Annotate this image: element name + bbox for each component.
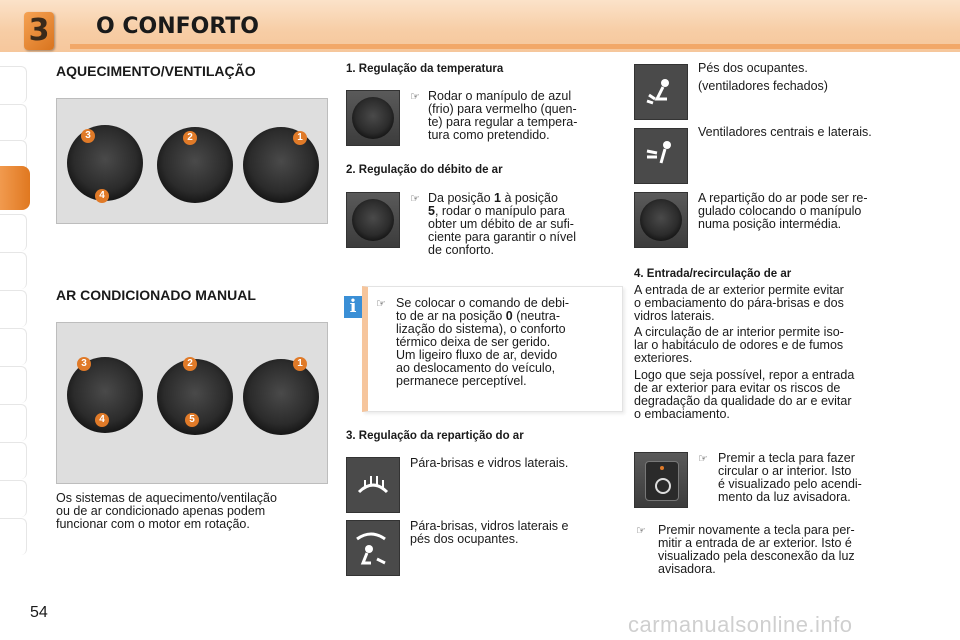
text-line: ou de ar condicionado apenas podem <box>56 504 266 518</box>
callout-badge: 2 <box>183 131 197 145</box>
text-line: pés dos ocupantes. <box>410 532 519 546</box>
watermark: carmanualsonline.info <box>628 612 853 637</box>
warning-lamp <box>660 466 664 470</box>
text-line: gulado colocando o manípulo <box>698 204 862 218</box>
feet-vent-icon <box>634 64 688 120</box>
text-line: A entrada de ar exterior permite evitar <box>634 283 844 297</box>
feet-text: Pés dos ocupantes. <box>698 61 808 75</box>
text-line: mento da luz avisadora. <box>718 490 851 504</box>
pointing-hand-icon: ☞ <box>698 452 708 465</box>
text-line: to de ar na posição 0 (neutra- <box>396 309 560 323</box>
callout-badge: 2 <box>183 357 197 371</box>
chapter-number: 3 <box>24 12 54 50</box>
info-icon: i <box>344 296 362 318</box>
text-line: mitir a entrada de ar exterior. Isto é <box>658 536 852 550</box>
pointing-hand-icon: ☞ <box>410 90 420 103</box>
side-tab[interactable] <box>0 66 27 103</box>
side-tab[interactable] <box>0 366 27 403</box>
text-line: 5, rodar o manípulo para <box>428 204 565 218</box>
info-text <box>396 297 612 388</box>
press-again-text <box>658 524 904 576</box>
callout-badge: 3 <box>77 357 91 371</box>
distribution-knob-thumbnail <box>634 192 688 248</box>
text-line: Rodar o manípulo de azul <box>428 89 572 103</box>
callout-badge: 3 <box>81 129 95 143</box>
heading-recirculation: 4. Entrada/recirculação de ar <box>634 268 792 280</box>
text-line: obter um débito de ar sufi- <box>428 217 574 231</box>
windscreen-text: Pára-brisas e vidros laterais. <box>410 456 569 470</box>
heading-air-flow: 2. Regulação do débito de ar <box>346 164 503 176</box>
text-line: o embaciamento do pára-brisas e dos <box>634 296 844 310</box>
side-tab[interactable] <box>0 480 27 517</box>
ac-title: AR CONDICIONADO MANUAL <box>56 287 256 303</box>
text-line: Da posição 1 à posição <box>428 191 558 205</box>
face-vent-icon <box>634 128 688 184</box>
text-line: degradação da qualidade do ar e evitar <box>634 394 852 408</box>
engine-note <box>56 492 326 531</box>
knob-icon <box>352 199 394 241</box>
side-tab-active[interactable] <box>0 166 30 210</box>
temperature-knob <box>243 127 319 203</box>
pointing-hand-icon: ☞ <box>636 524 646 537</box>
knob-icon <box>640 199 682 241</box>
text-line: visualizado pela desconexão da luz <box>658 549 855 563</box>
ac-panel-image <box>56 322 328 484</box>
recirculation-arrow-icon <box>655 478 671 494</box>
callout-badge: 1 <box>293 357 307 371</box>
callout-badge: 4 <box>95 413 109 427</box>
side-tab[interactable] <box>0 290 27 327</box>
text-line: Premir novamente a tecla para per- <box>658 523 855 537</box>
heating-panel-image <box>56 98 328 224</box>
text-line: funcionar com o motor em rotação. <box>56 517 250 531</box>
text-line: te) para regular a tempera- <box>428 115 578 129</box>
windscreen-feet-icon <box>346 520 400 576</box>
side-tab[interactable] <box>0 252 27 289</box>
windscreen-feet-text <box>410 520 616 546</box>
side-tab[interactable] <box>0 328 27 365</box>
pointing-hand-icon: ☞ <box>410 192 420 205</box>
text-line: lização do sistema), o conforto <box>396 322 566 336</box>
heading-distribution: 3. Regulação da repartição do ar <box>346 430 524 442</box>
text-line: de ar exterior para evitar os riscos de <box>634 381 841 395</box>
temperature-text <box>428 90 614 142</box>
temperature-knob-thumbnail <box>346 90 400 146</box>
recirculation-button-icon <box>645 461 679 501</box>
recirculation-p3 <box>634 369 904 421</box>
intermediate-text <box>698 192 904 231</box>
text-line: circular o ar interior. Isto <box>718 464 852 478</box>
side-tab[interactable] <box>0 104 27 141</box>
text-line: permanece perceptível. <box>396 374 527 388</box>
recirculation-p1 <box>634 284 904 323</box>
recirculation-button-thumbnail <box>634 452 688 508</box>
central-vents-text: Ventiladores centrais e laterais. <box>698 125 872 139</box>
heading-temperature: 1. Regulação da temperatura <box>346 63 504 75</box>
info-box <box>362 286 623 412</box>
side-tab[interactable] <box>0 442 27 479</box>
fan-knob-thumbnail <box>346 192 400 248</box>
text-line: avisadora. <box>658 562 716 576</box>
text-line: o embaciamento. <box>634 407 730 421</box>
text-line: A repartição do ar pode ser re- <box>698 191 868 205</box>
text-line: Um ligeiro fluxo de ar, devido <box>396 348 558 362</box>
air-flow-text <box>428 192 614 257</box>
press-text <box>718 452 904 504</box>
side-tab[interactable] <box>0 214 27 251</box>
text-line: de conforto. <box>428 243 495 257</box>
text-line: Se colocar o comando de debi- <box>396 296 570 310</box>
page-title: O CONFORTO <box>96 14 260 39</box>
text-line: ao deslocamento do veículo, <box>396 361 556 375</box>
callout-badge: 4 <box>95 189 109 203</box>
text-line: Os sistemas de aquecimento/ventilação <box>56 491 277 505</box>
text-line: tura como pretendido. <box>428 128 550 142</box>
knob-icon <box>352 97 394 139</box>
text-line: ciente para garantir o nível <box>428 230 577 244</box>
callout-badge: 5 <box>185 413 199 427</box>
side-tab[interactable] <box>0 518 27 555</box>
temperature-knob <box>243 359 319 435</box>
text-line: exteriores. <box>634 351 693 365</box>
text-line: A circulação de ar interior permite iso- <box>634 325 844 339</box>
text-line: térmico deixa de ser gerido. <box>396 335 551 349</box>
callout-badge: 1 <box>293 131 307 145</box>
pointing-hand-icon: ☞ <box>376 297 386 310</box>
page-number: 54 <box>30 604 48 621</box>
header-rule <box>70 44 960 49</box>
text-line: numa posição intermédia. <box>698 217 842 231</box>
heating-title: AQUECIMENTO/VENTILAÇÃO <box>56 63 256 79</box>
closed-vents-text: (ventiladores fechados) <box>698 79 828 93</box>
text-line: vidros laterais. <box>634 309 715 323</box>
text-line: (frio) para vermelho (quen- <box>428 102 577 116</box>
text-line: lar o habitáculo de odores e de fumos <box>634 338 844 352</box>
text-line: Premir a tecla para fazer <box>718 451 855 465</box>
text-line: Logo que seja possível, repor a entrada <box>634 368 855 382</box>
text-line: Pára-brisas, vidros laterais e <box>410 519 569 533</box>
windscreen-demist-icon <box>346 457 400 513</box>
side-tab[interactable] <box>0 404 27 441</box>
text-line: é visualizado pelo acendi- <box>718 477 862 491</box>
recirculation-p2 <box>634 326 904 365</box>
